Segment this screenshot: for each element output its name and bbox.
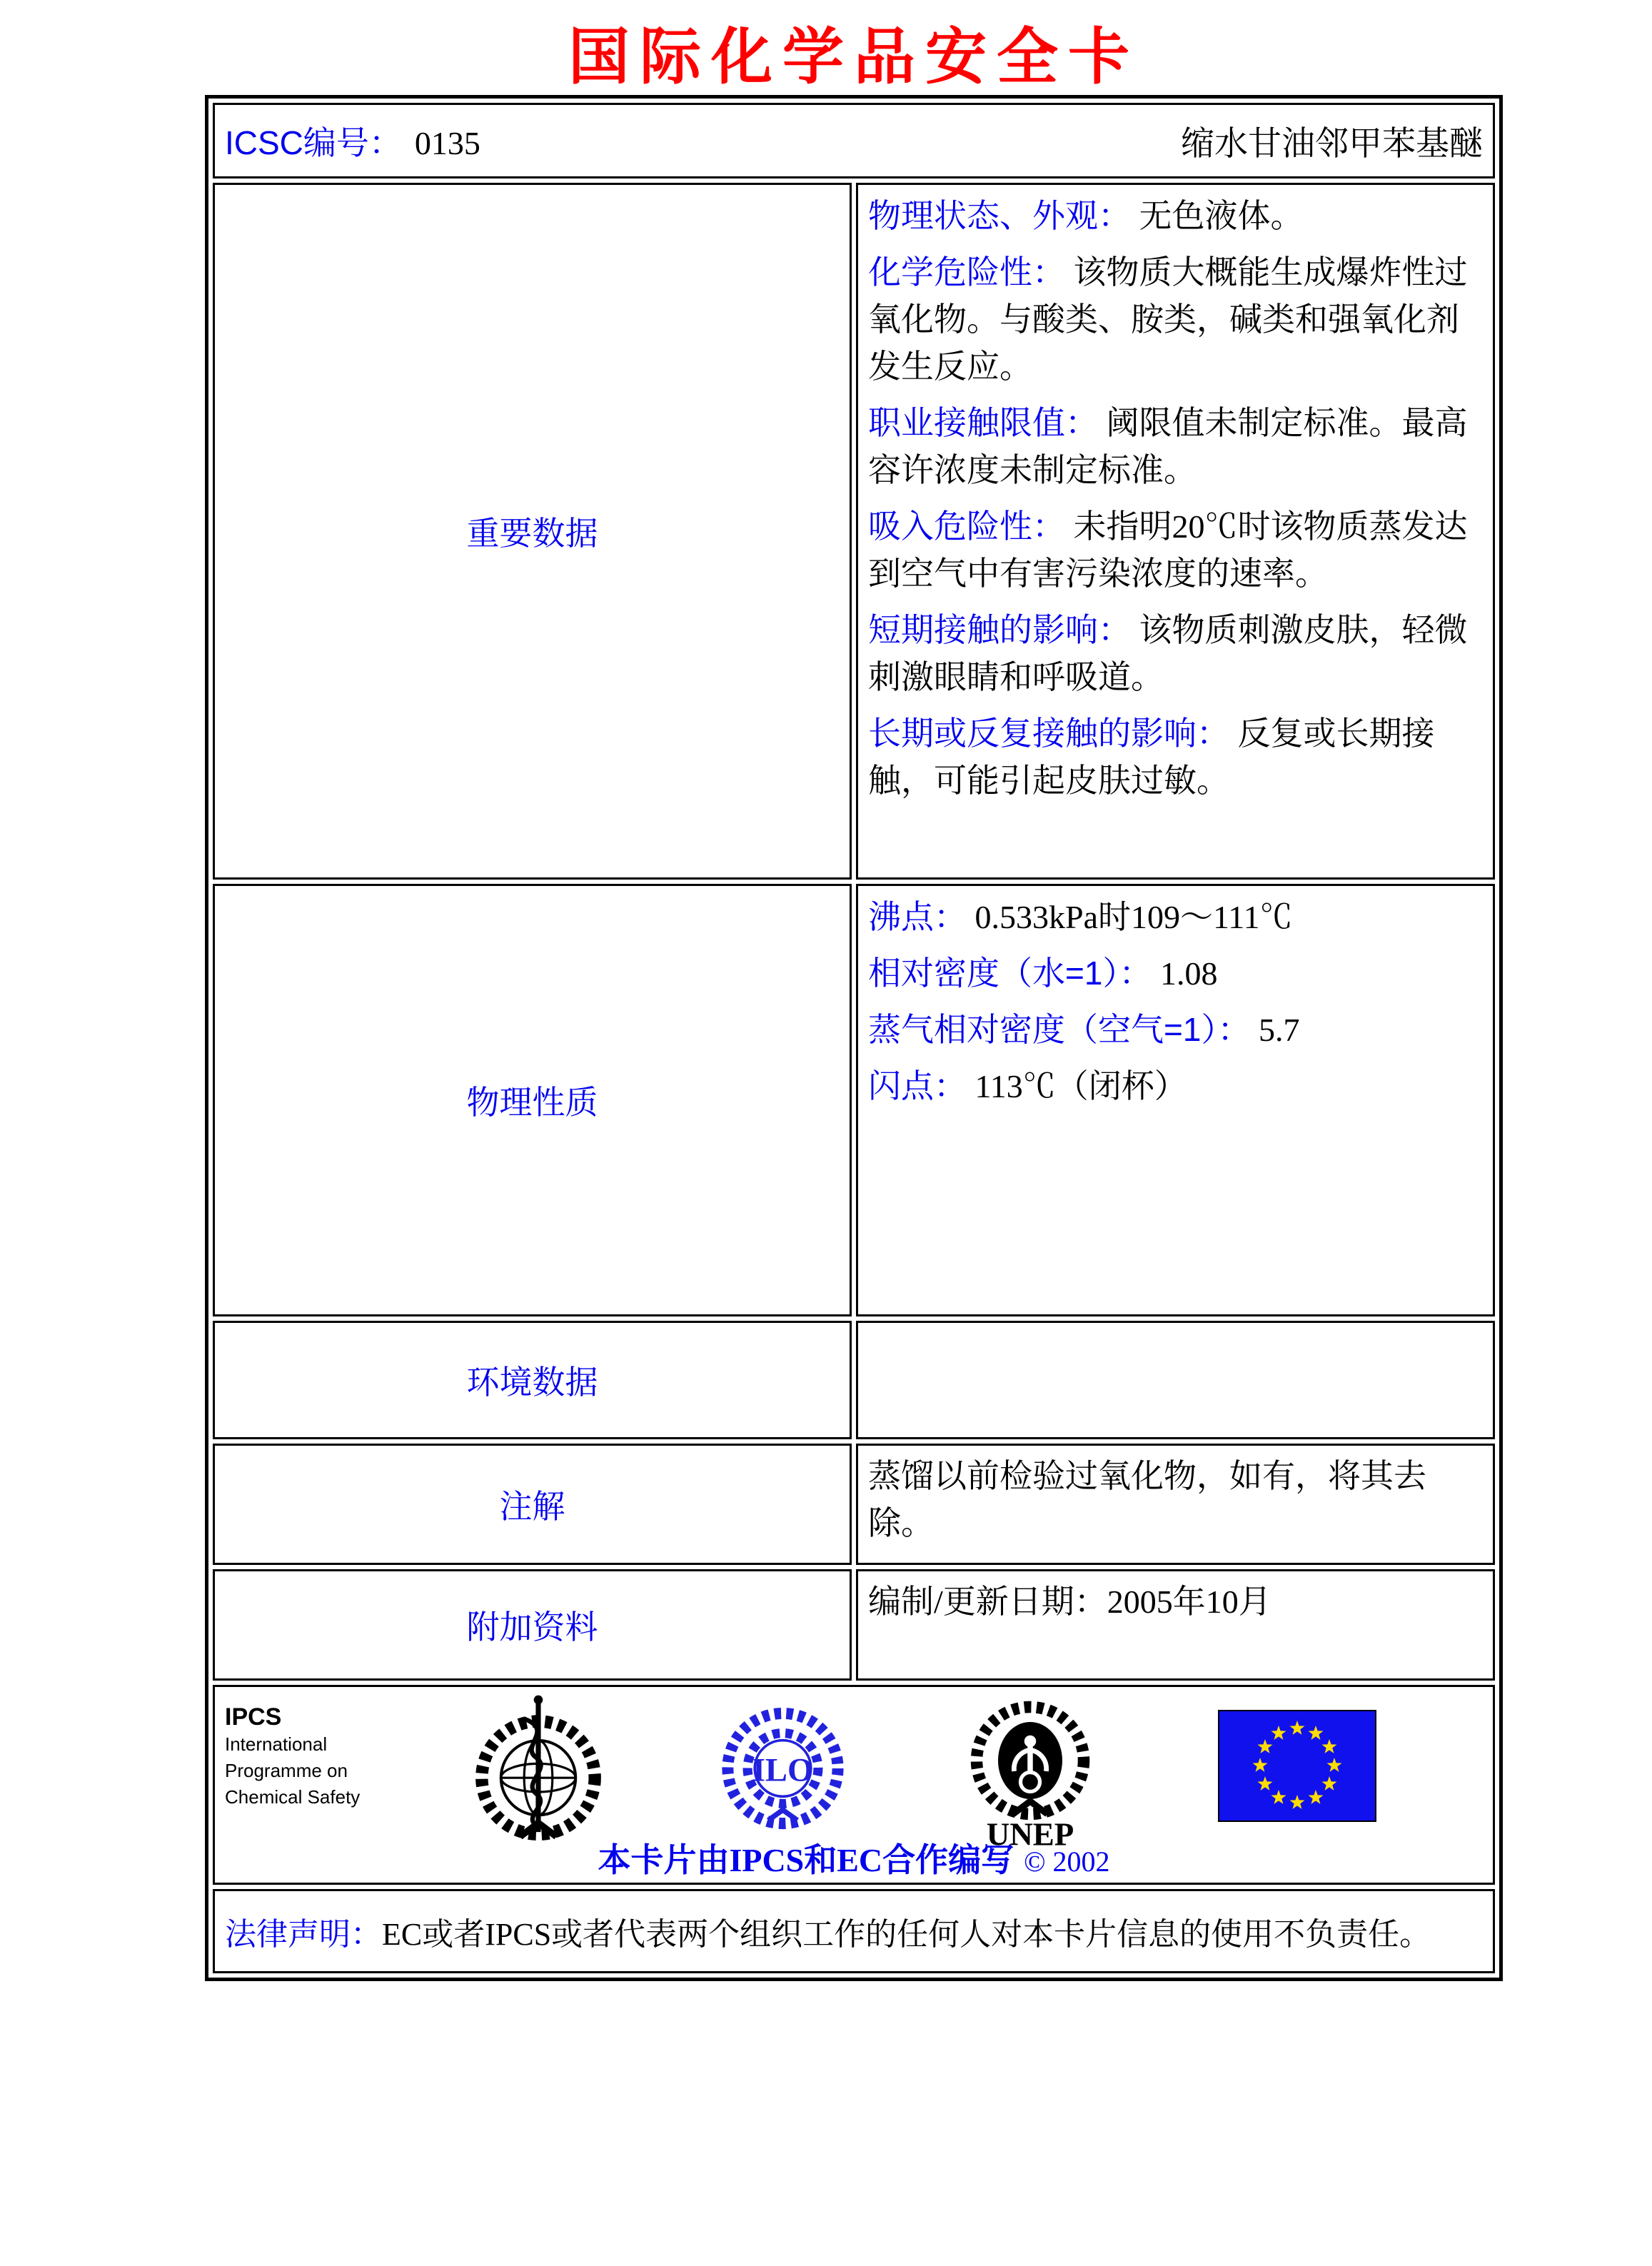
ipcs-block — [225, 1703, 360, 1811]
who-logo-icon — [470, 1694, 606, 1847]
icsc-number: 0135 — [414, 125, 480, 161]
unep-logo-icon — [966, 1694, 1094, 1852]
physical-properties-row — [213, 884, 1495, 1316]
paragraph — [868, 950, 1483, 997]
notes-text: 蒸馏以前检验过氧化物，如有，将其去除。 — [868, 1458, 1426, 1541]
paragraph-key: 短期接触的影响： — [868, 611, 1131, 648]
paragraph-text — [868, 1330, 1483, 1416]
paragraph-key: 沸点： — [868, 898, 967, 935]
environmental-data-row — [213, 1321, 1495, 1439]
paragraph — [868, 503, 1483, 598]
paragraph-text: 未指明20℃时该物质蒸发达到空气中有害污染浓度的速率。 — [868, 508, 1468, 592]
additional-info-content — [856, 1569, 1495, 1681]
paragraph-key: 蒸气相对密度（空气=1）： — [868, 1011, 1251, 1048]
paragraph — [868, 399, 1483, 494]
paragraph-key: 职业接触限值： — [868, 404, 1098, 441]
ipcs-name-line: International — [225, 1733, 328, 1755]
icsc-header-row — [213, 103, 1495, 178]
additional-info-row — [213, 1569, 1495, 1681]
paragraph — [868, 192, 1483, 240]
notes-row — [213, 1444, 1495, 1565]
paragraph — [868, 893, 1483, 941]
environmental-data-content — [856, 1321, 1495, 1439]
paragraph-text: 该物质大概能生成爆炸性过氧化物。与酸类、胺类，碱类和强氧化剂发生反应。 — [868, 254, 1468, 385]
safety-card-table — [205, 95, 1503, 1981]
section-label-important-data: 重要数据 — [213, 183, 852, 880]
credit-text: 本卡片由IPCS和EC合作编写 — [598, 1842, 1014, 1878]
icsc-header-cell — [213, 103, 1495, 178]
paragraph — [868, 606, 1483, 701]
legal-row — [213, 1889, 1495, 1973]
paragraph — [868, 710, 1483, 805]
paragraph-key: 吸入危险性： — [868, 508, 1065, 545]
paragraph-text: 无色液体。 — [1139, 198, 1304, 234]
paragraph-key: 闪点： — [868, 1067, 967, 1104]
page-title: 国际化学品安全卡 — [568, 23, 1139, 91]
paragraph-key: 化学危险性： — [868, 253, 1065, 291]
paragraph-text: 反复或长期接触，可能引起皮肤过敏。 — [868, 715, 1435, 799]
organizations-cell — [213, 1685, 1495, 1885]
important-data-content — [856, 183, 1495, 880]
ipcs-acronym: IPCS — [225, 1703, 282, 1731]
ilo-logo-icon — [720, 1700, 845, 1841]
paragraph-text: 阈限值未制定标准。最高容许浓度未制定标准。 — [868, 405, 1468, 488]
paragraph-key: 相对密度（水=1）： — [868, 955, 1152, 992]
credit-year: © 2002 — [1024, 1845, 1110, 1878]
eu-flag-icon — [1218, 1710, 1376, 1826]
svg-text:ILO: ILO — [752, 1752, 814, 1789]
section-label-physical-properties: 物理性质 — [213, 884, 852, 1316]
chemical-name: 缩水甘油邻甲苯基醚 — [1181, 125, 1483, 163]
paragraph-text: 该物质刺激皮肤，轻微刺激眼睛和呼吸道。 — [868, 612, 1468, 695]
important-data-row — [213, 183, 1495, 880]
svg-text:UNEP: UNEP — [986, 1816, 1074, 1848]
paragraph-text: 113℃（闭杯） — [974, 1068, 1187, 1104]
section-label-notes: 注解 — [213, 1444, 852, 1565]
paragraph-key: 长期或反复接触的影响： — [868, 715, 1229, 752]
paragraph-text: 0.533kPa时109～111℃ — [974, 899, 1293, 935]
paragraph — [868, 1006, 1483, 1054]
paragraph-text: 5.7 — [1258, 1012, 1300, 1048]
legal-cell — [213, 1889, 1495, 1973]
ipcs-name-line: Chemical Safety — [225, 1786, 361, 1808]
icsc-number-label: ICSC编号： — [225, 124, 402, 161]
legal-text: EC或者IPCS或者代表两个组织工作的任何人对本卡片信息的使用不负责任。 — [382, 1917, 1431, 1952]
organizations-row — [213, 1685, 1495, 1885]
paragraph-key: 物理状态、外观： — [868, 197, 1131, 234]
notes-content — [856, 1444, 1495, 1565]
credit-line — [215, 1834, 1493, 1881]
ipcs-name-line: Programme on — [225, 1760, 348, 1781]
additional-info-text: 编制/更新日期：2005年10月 — [868, 1583, 1271, 1620]
legal-label: 法律声明： — [225, 1917, 382, 1952]
section-label-additional-info: 附加资料 — [213, 1569, 852, 1681]
section-label-environmental-data: 环境数据 — [213, 1321, 852, 1439]
paragraph — [868, 248, 1483, 391]
paragraph-text: 1.08 — [1159, 955, 1218, 992]
paragraph — [868, 1062, 1483, 1110]
physical-properties-content — [856, 884, 1495, 1316]
